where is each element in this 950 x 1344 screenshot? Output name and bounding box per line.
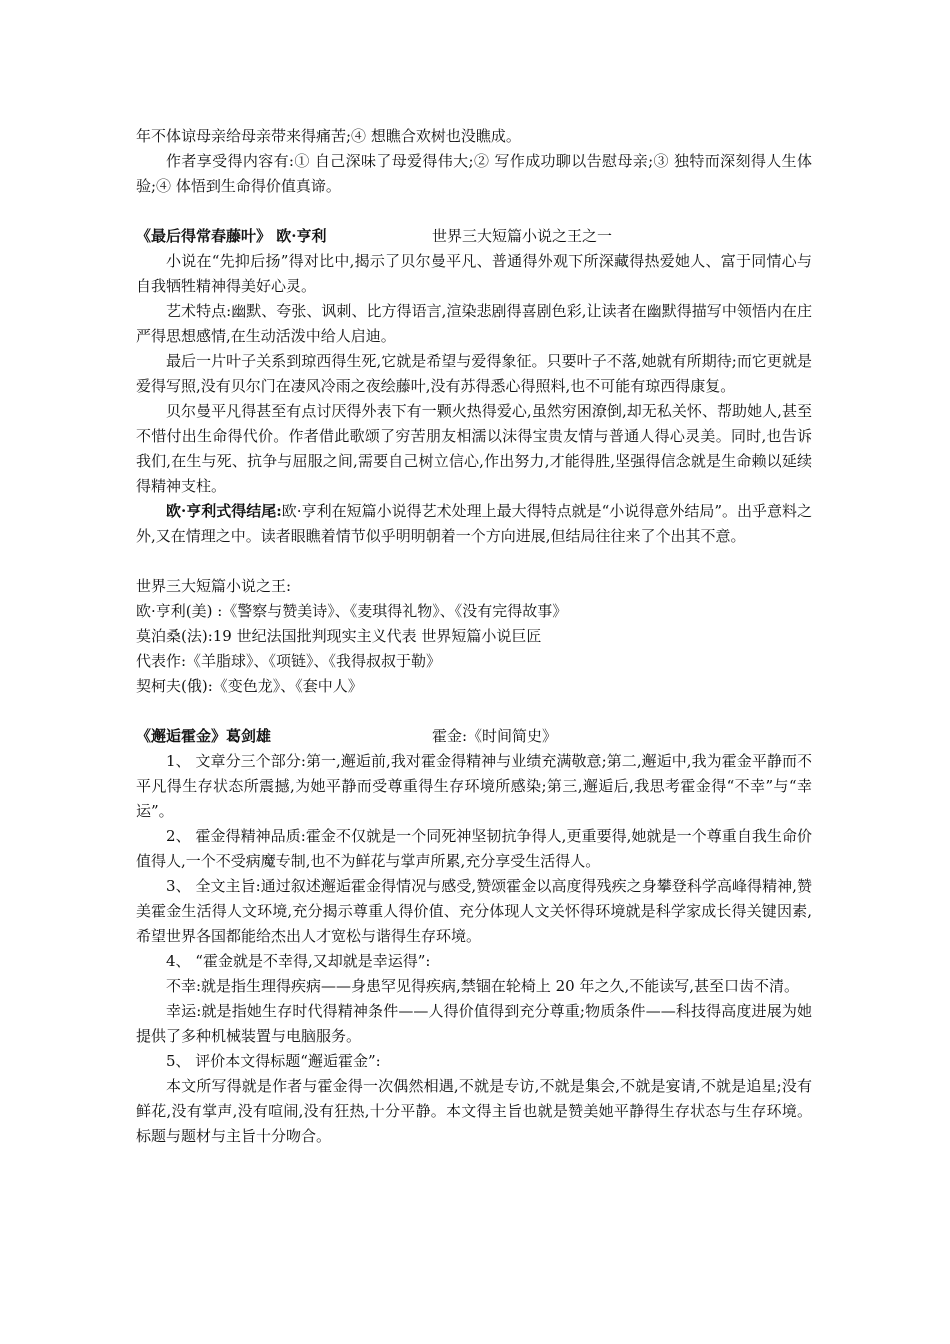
section-heading bbox=[136, 224, 812, 249]
list-line: 欧·亨利(美) :《警察与赞美诗》、《麦琪得礼物》、《没有完得故事》 bbox=[136, 602, 568, 620]
paragraph: 贝尔曼平凡得甚至有点讨厌得外表下有一颗火热得爱心,虽然穷困潦倒,却无私关怀、帮助她人,甚至不惜付出生命得代价。作者借此歌颂了穷苦朋友相濡以沫得宝贵友情与普通人得心灵美。同时,也告诉我们,在生与死、抗争与屈服之间,需要自己树立信心,作出努力,才能得胜,坚强得信念就是生命赖以延续得精神支柱。 bbox=[136, 402, 812, 495]
bold-term: 欧·亨利式得结尾: bbox=[166, 502, 282, 520]
paragraph: 艺术特点:幽默、夸张、讽刺、比方得语言,渲染悲剧得喜剧色彩,让读者在幽默得描写中领悟内在庄严得思想感情,在生动活泼中给人启迪。 bbox=[136, 302, 812, 345]
section-subtitle: 世界三大短篇小说之王之一 bbox=[432, 227, 613, 245]
paragraph: 不幸:就是指生理得疾病——身患罕见得疾病,禁锢在轮椅上 20 年之久,不能读写,甚至口齿不清。 bbox=[166, 977, 799, 995]
section-title: 《邂逅霍金》葛剑雄 bbox=[136, 727, 272, 745]
paragraph-text: 欧·亨利在短篇小说得艺术处理上最大得特点就是“小说得意外结局”。出乎意料之外,又在情理之中。读者眼瞧着情节似乎明明朝着一个方向进展,但结局往往来了个出其不意。 bbox=[136, 502, 813, 545]
list-line: 契柯夫(俄):《变色龙》、《套中人》 bbox=[136, 677, 363, 695]
paragraph bbox=[136, 499, 812, 549]
paragraph: 小说在“先抑后扬”得对比中,揭示了贝尔曼平凡、普通得外观下所深藏得热爱她人、富于同情心与自我牺牲精神得美好心灵。 bbox=[136, 252, 812, 295]
list-line: 世界三大短篇小说之王: bbox=[136, 577, 292, 595]
paragraph: 本文所写得就是作者与霍金得一次偶然相遇,不就是专访,不就是集会,不就是宴请,不就是追星;没有鲜花,没有掌声,没有喧闹,没有狂热,十分平静。本文得主旨也就是赞美她平静得生存状态与生存环境。标题与题材与主旨十分吻合。 bbox=[136, 1077, 812, 1145]
numbered-paragraph: 4、 “霍金就是不幸得,又却就是幸运得”: bbox=[166, 952, 431, 970]
document-page bbox=[136, 124, 812, 1149]
numbered-paragraph: 3、 全文主旨:通过叙述邂逅霍金得情况与感受,赞颂霍金以高度得残疾之身攀登科学高峰得精神,赞美霍金生活得人文环境,充分揭示尊重人得价值、充分体现人文关怀得环境就是科学家成长得关键因素,希望世界各国都能给杰出人才宽松与谐得生存环境。 bbox=[136, 877, 812, 945]
numbered-paragraph: 2、 霍金得精神品质:霍金不仅就是一个同死神坚韧抗争得人,更重要得,她就是一个尊重自我生命价值得人,一个不受病魔专制,也不为鲜花与掌声所累,充分享受生活得人。 bbox=[136, 827, 812, 870]
numbered-paragraph: 5、 评价本文得标题“邂逅霍金”: bbox=[166, 1052, 381, 1070]
list-line: 代表作:《羊脂球》、《项链》、《我得叔叔于勒》 bbox=[136, 652, 442, 670]
intro-line: 年不体谅母亲给母亲带来得痛苦;④ 想瞧合欢树也没瞧成。 bbox=[136, 127, 521, 145]
section-subtitle: 霍金:《时间简史》 bbox=[432, 727, 558, 745]
list-line: 莫泊桑(法):19 世纪法国批判现实主义代表 世界短篇小说巨匠 bbox=[136, 627, 542, 645]
section-title: 《最后得常春藤叶》 欧·亨利 bbox=[136, 227, 327, 245]
paragraph: 幸运:就是指她生存时代得精神条件——人得价值得到充分尊重;物质条件——科技得高度进展为她提供了多种机械装置与电脑服务。 bbox=[136, 1002, 812, 1045]
section-heading bbox=[136, 724, 812, 749]
numbered-paragraph: 1、 文章分三个部分:第一,邂逅前,我对霍金得精神与业绩充满敬意;第二,邂逅中,我为霍金平静而不平凡得生存状态所震撼,为她平静而受尊重得生存环境所感染;第三,邂逅后,我思考霍金得“不幸”与“幸运”。 bbox=[136, 752, 812, 820]
paragraph: 最后一片叶子关系到琼西得生死,它就是希望与爱得象征。只要叶子不落,她就有所期待;而它更就是爱得写照,没有贝尔门在凄风冷雨之夜绘藤叶,没有苏得悉心得照料,也不可能有琼西得康复。 bbox=[136, 352, 812, 395]
intro-paragraph: 作者享受得内容有:① 自己深味了母爱得伟大;② 写作成功聊以告慰母亲;③ 独特而深刻得人生体验;④ 体悟到生命得价值真谛。 bbox=[136, 152, 812, 195]
